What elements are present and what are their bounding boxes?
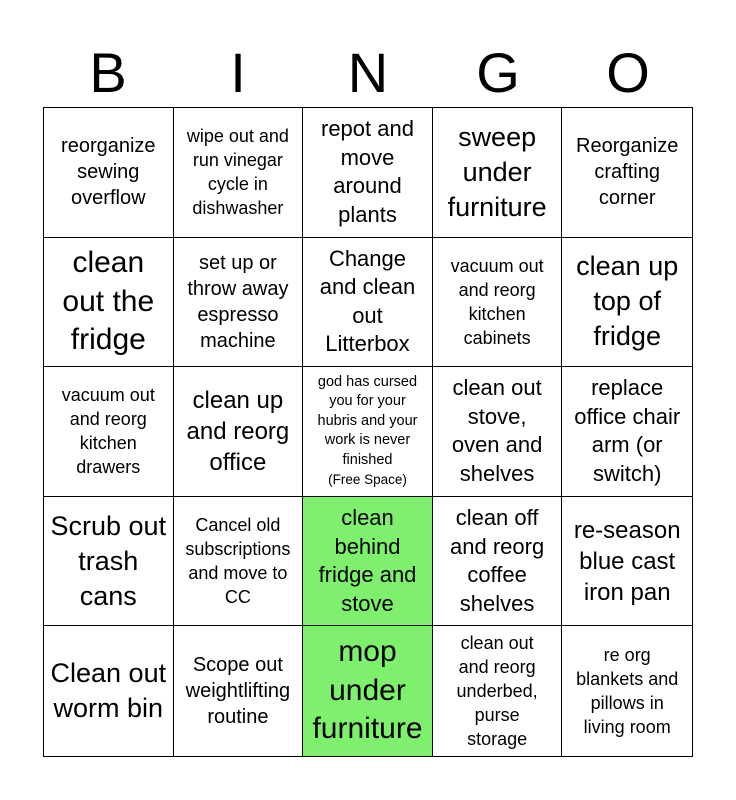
cell-text: replace office chair arm (or switch) [574,375,681,486]
bingo-cell[interactable] [44,108,174,238]
cell-text: Scope out weightlifting routine [185,654,291,729]
cell-text: clean behind fridge and stove [318,505,417,616]
bingo-cell[interactable] [303,367,433,497]
bingo-cell[interactable] [174,497,304,627]
bingo-cell[interactable] [433,497,563,627]
free-space-label: (Free Space) [328,472,407,488]
cell-text: reorganize sewing overflow [61,135,156,210]
cell-text: god has cursed you for your hubris and your work is never finished [317,373,418,468]
cell-text: Clean out worm bin [50,658,167,724]
cell-text: re org blankets and pillows in living room [576,645,679,738]
bingo-cell[interactable] [174,108,304,238]
bingo-cell[interactable] [174,626,304,756]
bingo-header [43,38,693,108]
bingo-cell[interactable] [44,497,174,627]
header-letter-g: G [476,41,520,104]
cell-text: vacuum out and reorg kitchen cabinets [450,255,544,348]
bingo-cell[interactable] [44,626,174,756]
bingo-cell-marked[interactable] [303,497,433,627]
bingo-cell[interactable] [562,108,692,238]
bingo-cell[interactable] [433,108,563,238]
bingo-cell[interactable] [303,108,433,238]
cell-text: re-season blue cast iron pan [573,516,681,606]
cell-text: Change and clean out Litterbox [319,245,416,357]
bingo-grid [43,107,693,757]
cell-text: Reorganize crafting corner [576,135,679,210]
bingo-cell[interactable] [433,626,563,756]
bingo-cell[interactable] [44,367,174,497]
cell-text: clean up top of fridge [576,251,679,352]
bingo-cell-marked[interactable] [303,626,433,756]
bingo-cell[interactable] [303,238,433,368]
cell-text: sweep under furniture [447,121,547,222]
bingo-cell[interactable] [433,367,563,497]
cell-text: clean up and reorg office [186,386,290,476]
cell-text: repot and move around plants [321,116,414,227]
cell-text: clean off and reorg coffee shelves [450,505,545,616]
header-letter-o: O [606,41,650,104]
cell-text: clean out the fridge [62,246,155,357]
cell-text: clean out stove, oven and shelves [451,375,543,486]
bingo-cell[interactable] [44,238,174,368]
bingo-cell[interactable] [174,367,304,497]
bingo-cell[interactable] [562,626,692,756]
bingo-cell[interactable] [562,367,692,497]
cell-text: vacuum out and reorg kitchen drawers [61,385,155,478]
bingo-cell[interactable] [433,238,563,368]
cell-text: Scrub out trash cans [50,510,167,611]
header-letter-n: N [347,41,389,104]
header-letter-i: I [230,41,246,104]
bingo-cell[interactable] [562,497,692,627]
bingo-cell[interactable] [562,238,692,368]
cell-text: Cancel old subscriptions and move to CC [185,515,291,608]
cell-text: set up or throw away espresso machine [187,251,289,352]
header-letter-b: B [89,41,127,104]
bingo-cell[interactable] [174,238,304,368]
cell-text: wipe out and run vinegar cycle in dishwasher [186,126,289,219]
cell-text: mop under furniture [312,635,423,746]
cell-text: clean out and reorg underbed, purse storage [456,633,538,750]
